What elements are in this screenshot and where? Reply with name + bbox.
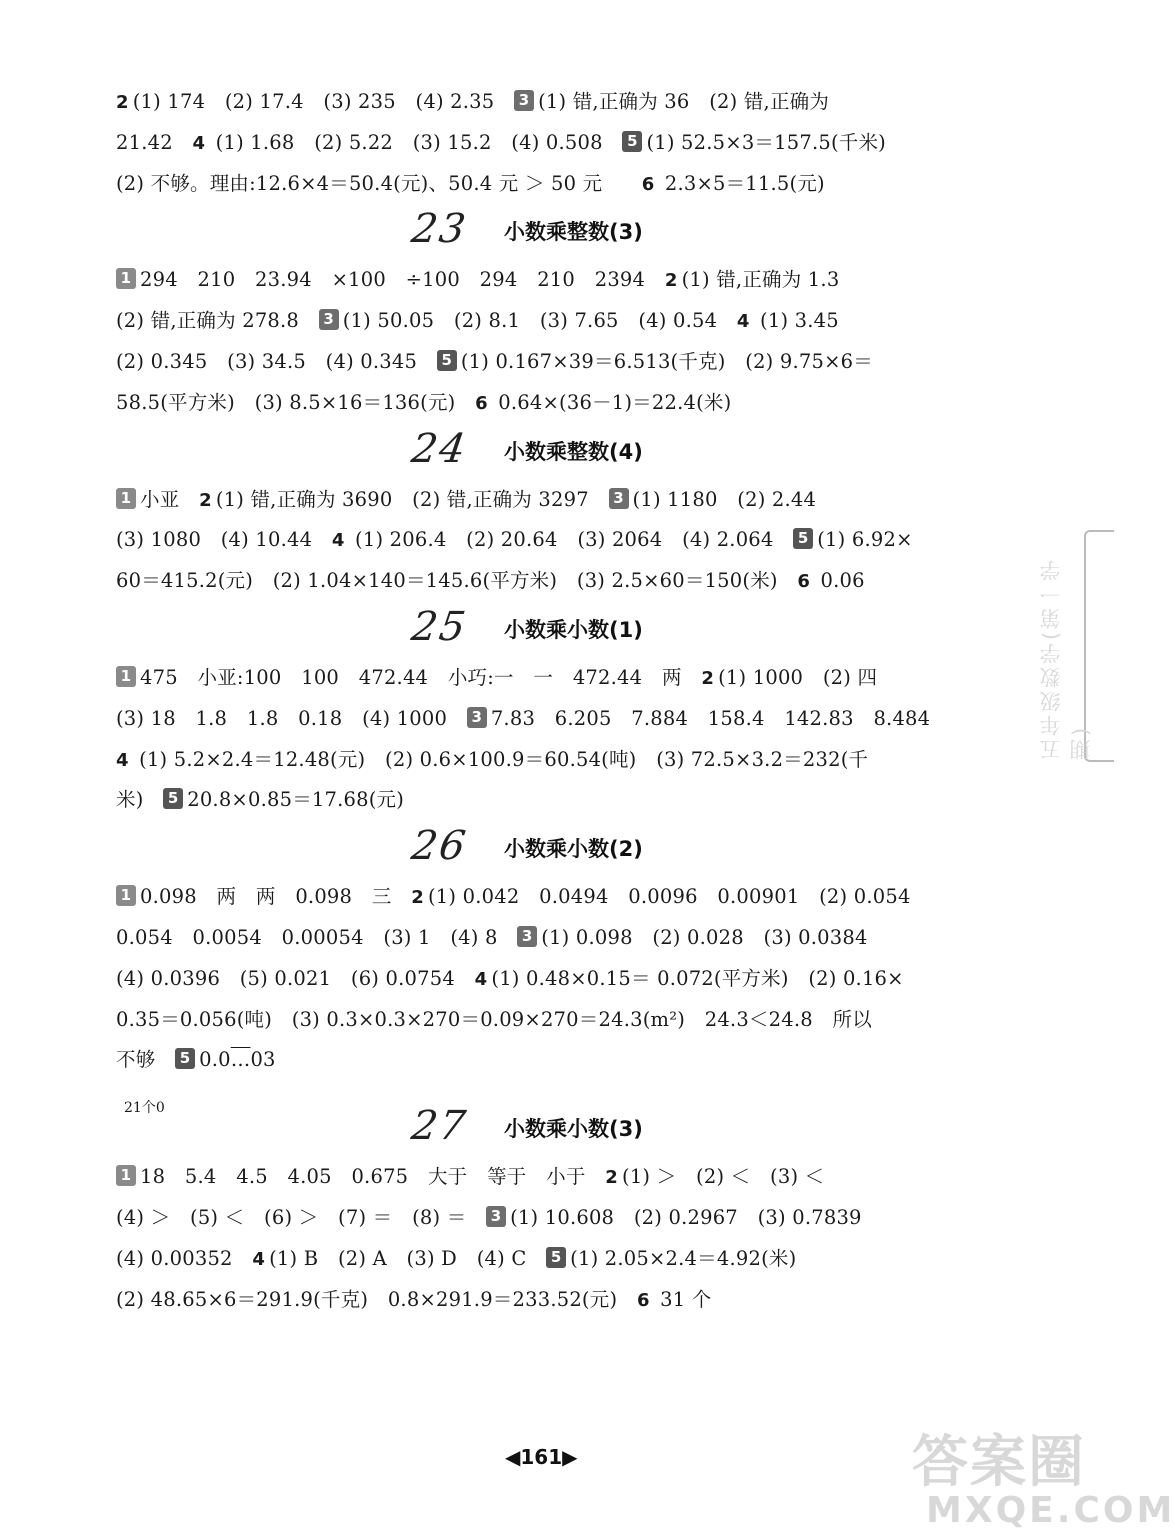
answer-line: 米) 5 20.8×0.85＝17.68(元) [116,788,405,812]
question-number-box: 5 [163,788,183,809]
watermark-logo: 答案圈 MXQE.COM [912,1430,1175,1531]
question-number: 4 [192,132,206,154]
section-title: 小数乘小数(1) [504,617,643,642]
answer-line: 1 475 小亚:100 100 472.44 小巧:一 一 472.44 两 2 (1) 1000 (2) 四 [116,658,988,699]
answer-line: 1 18 5.4 4.5 4.05 0.675 大于 等于 小于 2 (1) ＞ (2) ＜ (3) ＜ [116,1157,988,1198]
question-number: 4 [736,311,750,333]
section-number: 27 [408,1103,471,1150]
question-number: 2 [116,92,129,113]
page-number: ◀161▶ [505,1445,578,1469]
answer-line: 0.054 0.0054 0.00054 (3) 1 (4) 8 3 (1) 0.098 (2) 0.028 (3) 0.0384 [116,925,868,949]
answer-line: (4) 0.0396 (5) 0.021 (6) 0.0754 4 (1) 0.48×0.15＝ 0.072(平方米) (2) 0.16× [116,966,904,990]
answer-line: (4) ＞ (5) ＜ (6) ＞ (7) ＝ (8) ＝ 3 (1) 10.608 (2) 0.2967 (3) 0.7839 [116,1205,862,1229]
answer-line: (2) 不够。理由:12.6×4＝50.4(元)、50.4 元 ＞ 50 元 6 2.3×5＝11.5(元) [116,171,825,195]
question-number: 4 [252,1248,266,1270]
answer-line: 58.5(平方米) (3) 8.5×16＝136(元) 6 0.64×(36－1)＝22.4(米) [116,390,732,414]
section-heading [116,424,988,480]
section-title: 小数乘整数(3) [504,220,643,245]
answer-line: (3) 1080 (4) 10.44 4 (1) 206.4 (2) 20.64 (3) 2064 (4) 2.064 5 (1) 6.92× [116,528,913,552]
answer-line: 1 294 210 23.94 ×100 ÷100 294 210 2394 2 (1) 错,正确为 1.3 [116,260,988,301]
section-heading [116,204,988,260]
question-number: 6 [636,1289,650,1311]
question-number: 2 [199,489,212,511]
answer-line: (2) 48.65×6＝291.9(千克) 0.8×291.9＝233.52(元) 6 31 个 [116,1287,712,1311]
answer-line: 0.35＝0.056(吨) (3) 0.3×0.3×270＝0.09×270＝24.3(m²) 24.3＜24.8 所以 [116,1007,872,1031]
question-number-box: 3 [514,90,534,111]
answer-line: 1 0.098 两 两 0.098 三 2 (1) 0.042 0.0494 0.0096 0.00901 (2) 0.054 [116,877,988,918]
question-number-box: 5 [546,1247,566,1268]
section-heading [116,1101,988,1157]
question-number-box: 5 [175,1048,195,1069]
question-number: 4 [331,530,345,552]
question-number: 2 [701,667,715,689]
section-number: 24 [408,425,471,472]
question-number-box: 1 [116,885,136,906]
question-number-box: 5 [437,350,457,371]
question-number: 6 [797,571,811,593]
question-number: 2 [605,1167,619,1189]
question-number-box: 1 [116,666,136,687]
question-number-box: 1 [116,488,136,509]
question-number: 4 [116,749,129,771]
answer-line: (2) 错,正确为 278.8 3 (1) 50.05 (2) 8.1 (3) 7.65 (4) 0.54 4 (1) 3.45 [116,309,839,333]
answer-line: (2) 0.345 (3) 34.5 (4) 0.345 5 (1) 0.167×39＝6.513(千克) (2) 9.75×6＝ [116,349,873,373]
answer-line: 4 (1) 5.2×2.4＝12.48(元) (2) 0.6×100.9＝60.54(吨) (3) 72.5×3.2＝232(千 [116,747,869,771]
section-heading [116,602,988,658]
question-number: 2 [664,270,678,292]
question-number-box: 3 [467,707,487,728]
zero-count-note: 21个0 [124,1100,165,1116]
question-number-box: 3 [486,1206,506,1227]
question-number-box: 1 [116,1165,136,1186]
section-title: 小数乘整数(4) [504,439,643,464]
answer-line: 不够 5 0.0…03 [116,1048,276,1072]
question-number: 6 [475,392,488,414]
section-title: 小数乘小数(3) [504,1117,643,1142]
section-title: 小数乘小数(2) [504,837,643,862]
question-number-box: 3 [517,926,537,947]
answer-line: 1 小亚 2 (1) 错,正确为 3690 (2) 错,正确为 3297 3 (1) 1180 (2) 2.44 [116,480,988,521]
question-number: 2 [411,887,424,909]
section-heading [116,821,988,877]
question-number-box: 1 [116,268,136,289]
question-number-box: 3 [609,488,629,509]
side-tab-label: 五年级数学(第一学期) [1039,556,1093,760]
answer-line: 60＝415.2(元) (2) 1.04×140＝145.6(平方米) (3) 2.5×60＝150(米) 6 0.06 [116,569,865,593]
question-number: 4 [474,968,488,990]
question-number-box: 3 [319,309,339,330]
answer-line: 2 (1) 174 (2) 17.4 (3) 235 (4) 2.35 3 (1) 错,正确为 36 (2) 错,正确为 [116,90,830,113]
answer-content [116,82,988,1320]
question-number: 6 [641,173,655,195]
answer-line: (3) 18 1.8 1.8 0.18 (4) 1000 3 7.83 6.205 7.884 158.4 142.83 8.484 [116,706,931,730]
section-number: 25 [408,603,471,650]
question-number-box: 5 [622,131,642,152]
section-number: 23 [408,206,471,253]
answer-line: (4) 0.00352 4 (1) B (2) A (3) D (4) C 5 (1) 2.05×2.4＝4.92(米) [116,1246,797,1270]
answer-line: 21.42 4 (1) 1.68 (2) 5.22 (3) 15.2 (4) 0.508 5 (1) 52.5×3＝157.5(千米) [116,130,886,154]
question-number-box: 5 [793,528,813,549]
section-number: 26 [408,823,471,870]
